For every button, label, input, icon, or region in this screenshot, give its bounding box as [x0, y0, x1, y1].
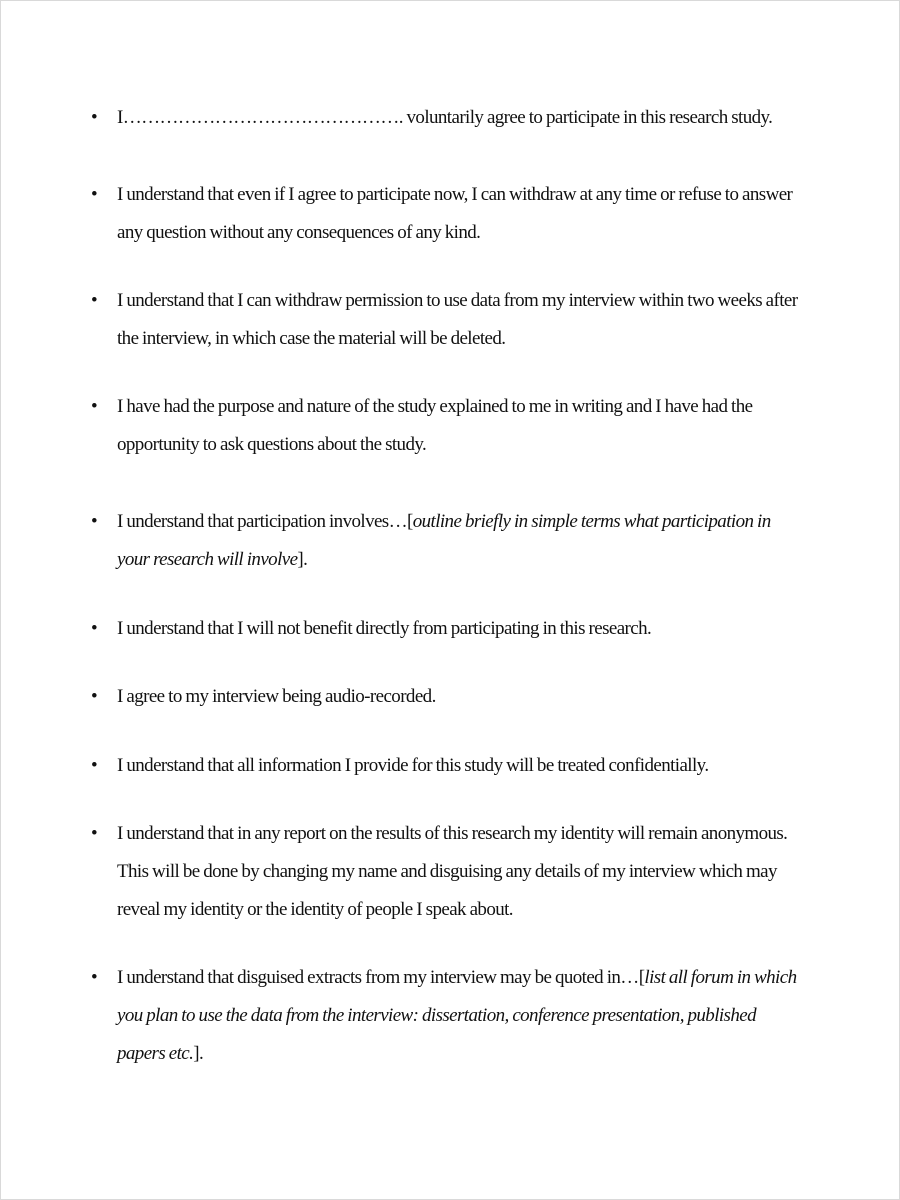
consent-item-line	[117, 997, 799, 1035]
consent-item-text: I agree to my interview being audio-recorded.	[117, 686, 436, 707]
consent-item-withdraw-any-time	[87, 176, 799, 252]
consent-item-anonymous	[87, 815, 799, 929]
consent-item-quoted-extracts	[87, 959, 799, 1073]
consent-item-prefix: I understand that participation involves…[	[117, 511, 413, 532]
consent-item-line: reveal my identity or the identity of people I speak about.	[117, 899, 513, 920]
consent-item-line: I understand that even if I agree to participate now, I can withdraw at any time or refuse to answer	[117, 184, 793, 205]
consent-item-text	[117, 815, 799, 929]
consent-item-line	[117, 1035, 799, 1073]
consent-item-no-benefit	[87, 610, 799, 648]
placeholder-instruction: outline briefly in simple terms what participation in	[412, 511, 771, 532]
bullet-icon: •	[90, 823, 98, 844]
bullet-icon: •	[90, 967, 98, 988]
consent-item-confidential	[87, 747, 799, 785]
consent-item-line: I understand that in any report on the results of this research my identity will remain anonymous.	[117, 823, 788, 844]
consent-item-line: any question without any consequences of any kind.	[117, 222, 481, 243]
consent-item-line	[117, 541, 799, 579]
consent-item-text	[117, 388, 799, 464]
consent-item-text	[117, 282, 799, 358]
consent-item-text: I………………………………………. voluntarily agree to participate in this research study.	[117, 107, 773, 128]
consent-item-voluntary	[87, 99, 799, 137]
bullet-icon: •	[90, 184, 98, 205]
consent-item-suffix: ].	[297, 549, 308, 570]
placeholder-instruction: papers etc.	[117, 1043, 194, 1064]
consent-item-text	[117, 959, 799, 1073]
consent-item-text	[117, 176, 799, 252]
bullet-icon: •	[90, 686, 98, 707]
bullet-icon: •	[90, 755, 98, 776]
consent-item-line: This will be done by changing my name and disguising any details of my interview which may	[117, 861, 777, 882]
consent-item-line: I understand that I can withdraw permission to use data from my interview within two weeks after	[117, 290, 798, 311]
consent-item-purpose-explained	[87, 388, 799, 464]
bullet-icon: •	[90, 107, 98, 128]
consent-item-line	[117, 503, 799, 541]
placeholder-instruction: list all forum in which	[644, 967, 797, 988]
bullet-icon: •	[90, 511, 98, 532]
placeholder-instruction: your research will involve	[117, 549, 298, 570]
consent-item-participation-involves	[87, 503, 799, 579]
consent-item-prefix: I understand that disguised extracts from my interview may be quoted in…[	[117, 967, 645, 988]
placeholder-instruction: you plan to use the data from the interview: dissertation, conference presentation, published	[117, 1005, 756, 1026]
bullet-icon: •	[90, 290, 98, 311]
bullet-icon: •	[90, 396, 98, 417]
consent-item-suffix: ].	[193, 1043, 204, 1064]
consent-item-withdraw-data	[87, 282, 799, 358]
consent-item-line: I have had the purpose and nature of the study explained to me in writing and I have had the	[117, 396, 753, 417]
consent-item-line: the interview, in which case the material will be deleted.	[117, 328, 506, 349]
consent-item-text: I understand that I will not benefit directly from participating in this research.	[117, 618, 652, 639]
consent-item-line	[117, 959, 799, 997]
consent-item-text	[117, 503, 799, 579]
bullet-icon: •	[90, 618, 98, 639]
consent-item-line: opportunity to ask questions about the study.	[117, 434, 427, 455]
consent-item-audio-recorded	[87, 678, 799, 716]
consent-item-text: I understand that all information I provide for this study will be treated confidentially.	[117, 755, 709, 776]
